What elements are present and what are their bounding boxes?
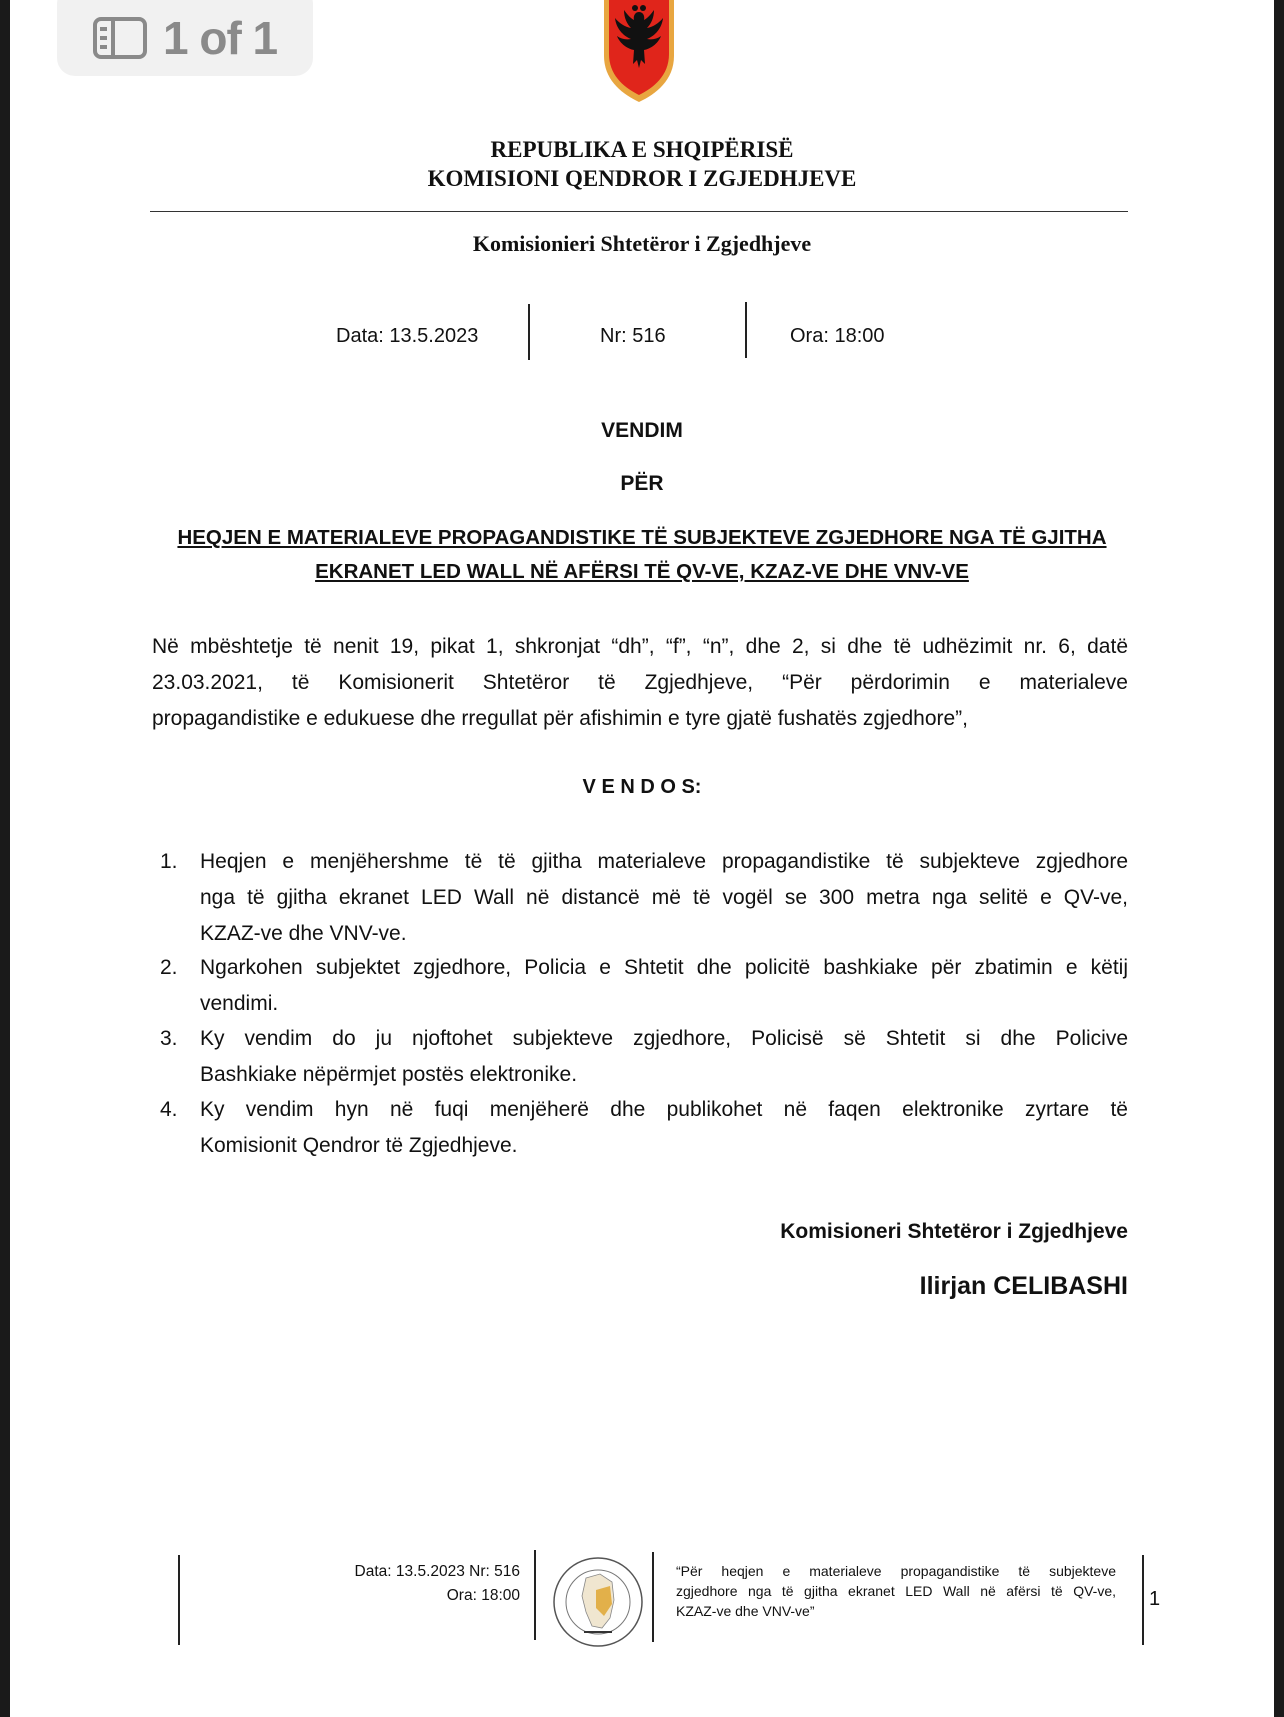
list-item-line: KZAZ-ve dhe VNV-ve. bbox=[200, 922, 407, 945]
preamble-paragraph bbox=[152, 629, 1128, 737]
list-item-line: Bashkiake nëpërmjet postës elektronike. bbox=[200, 1063, 578, 1086]
list-item-line: Ky vendim hyn në fuqi menjëherë dhe publikohet në faqen elektronike zyrtare të bbox=[200, 1098, 1128, 1121]
list-item-line: Ngarkohen subjektet zgjedhore, Policia e Shtetit dhe policitë bashkiake për zbatimin e këtij bbox=[200, 956, 1128, 979]
footer-divider-left bbox=[178, 1555, 180, 1645]
viewer-frame-left bbox=[0, 0, 10, 1717]
albanian-coat-of-arms-icon bbox=[600, 0, 678, 104]
kqz-seal-icon bbox=[552, 1556, 644, 1648]
decision-title-line-2: EKRANET LED WALL NË AFËRSI TË QV-VE, KZAZ-VE DHE VNV-VE bbox=[315, 560, 969, 583]
decision-heading: VENDIM bbox=[601, 419, 683, 442]
list-item-line: nga të gjitha ekranet LED Wall në distancë më të vogël se 300 metra nga selitë e QV-ve, bbox=[200, 886, 1128, 909]
preamble-line: 23.03.2021, të Komisionerit Shtetëror të Zgjedhjeve, “Për përdorimin e materialeve bbox=[152, 671, 1128, 694]
signature-name: Ilirjan CELIBASHI bbox=[919, 1272, 1128, 1300]
footer-divider-right bbox=[1142, 1555, 1144, 1645]
header-subtitle: Komisionieri Shtetëror i Zgjedhjeve bbox=[472, 231, 812, 256]
list-item-number: 2. bbox=[160, 956, 178, 979]
footer-meta bbox=[300, 1560, 520, 1608]
decision-title-line-1: HEQJEN E MATERIALEVE PROPAGANDISTIKE TË SUBJEKTEVE ZGJEDHORE NGA TË GJITHA bbox=[177, 526, 1107, 549]
footer-quote bbox=[676, 1561, 1116, 1621]
list-item-line: Heqjen e menjëhershme të të gjitha materialeve propagandistike të subjekteve zgjedhore bbox=[200, 850, 1128, 873]
footer-page-number: 1 bbox=[1149, 1588, 1161, 1610]
meta-divider-1 bbox=[528, 304, 530, 360]
page-indicator-badge[interactable] bbox=[57, 0, 313, 76]
list-item-number: 4. bbox=[160, 1098, 178, 1121]
footer-divider-2 bbox=[534, 1550, 536, 1640]
list-item bbox=[160, 844, 1128, 952]
meta-date: Data: 13.5.2023 bbox=[336, 325, 479, 347]
page-indicator-text: 1 of 1 bbox=[163, 12, 278, 64]
viewer-frame-right bbox=[1274, 0, 1284, 1717]
footer-quote-line: KZAZ-ve dhe VNV-ve” bbox=[676, 1603, 815, 1619]
footer-quote-line: zgjedhore nga të gjitha ekranet LED Wall në afërsi të QV-ve, bbox=[676, 1583, 1116, 1599]
list-item-line: Komisionit Qendror të Zgjedhjeve. bbox=[200, 1134, 518, 1157]
footer-meta-time: Ora: 18:00 bbox=[446, 1587, 520, 1604]
document-pages-icon bbox=[93, 17, 147, 59]
decision-for: PËR bbox=[620, 472, 664, 495]
list-item bbox=[160, 1092, 1128, 1164]
list-item-number: 1. bbox=[160, 850, 178, 873]
footer-quote-line: “Për heqjen e materialeve propagandistike të subjekteve bbox=[676, 1563, 1116, 1579]
header-divider bbox=[150, 211, 1128, 212]
footer-divider-3 bbox=[652, 1552, 654, 1642]
signature-title: Komisioneri Shtetëror i Zgjedhjeve bbox=[780, 1220, 1128, 1243]
meta-number: Nr: 516 bbox=[600, 325, 666, 347]
header-republic: REPUBLIKA E SHQIPËRISË bbox=[490, 137, 794, 162]
preamble-line: propagandistike e edukuese dhe rregullat për afishimin e tyre gjatë fushatës zgjedhore”, bbox=[152, 707, 968, 730]
footer-meta-date-number: Data: 13.5.2023 Nr: 516 bbox=[354, 1563, 520, 1580]
list-item bbox=[160, 950, 1128, 1022]
decides-label: V E N D O S: bbox=[582, 776, 702, 798]
meta-divider-2 bbox=[745, 302, 747, 358]
list-item-line: Ky vendim do ju njoftohet subjekteve zgjedhore, Policisë së Shtetit si dhe Policive bbox=[200, 1027, 1128, 1050]
header-commission: KOMISIONI QENDROR I ZGJEDHJEVE bbox=[427, 166, 857, 191]
meta-time: Ora: 18:00 bbox=[790, 325, 885, 347]
preamble-line: Në mbështetje të nenit 19, pikat 1, shkronjat “dh”, “f”, “n”, dhe 2, si dhe të udhëzimit nr. 6, datë bbox=[152, 635, 1128, 658]
list-item bbox=[160, 1021, 1128, 1093]
list-item-number: 3. bbox=[160, 1027, 178, 1050]
list-item-line: vendimi. bbox=[200, 992, 279, 1015]
